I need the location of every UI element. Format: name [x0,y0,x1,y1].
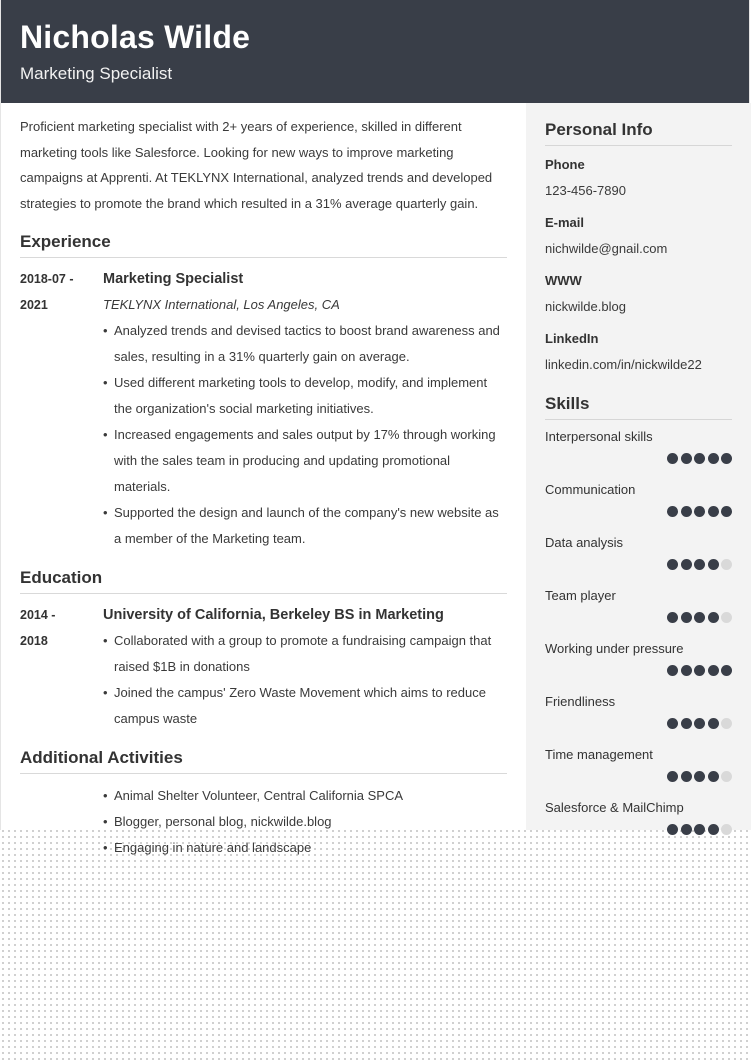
skill-name: Communication [545,482,636,497]
degree: University of California, Berkeley BS in Marketing [103,607,444,623]
rating-dot-filled [681,718,692,729]
rating-dot-filled [694,559,705,570]
rating-dot-filled [694,453,705,464]
rating-dot-filled [708,824,719,835]
skill-item [545,587,732,624]
experience-section [20,232,507,552]
activities-heading: Additional Activities [20,748,507,774]
rating-dot-filled [708,771,719,782]
rating-dot-filled [694,771,705,782]
experience-body [103,266,507,552]
skill-rating [545,824,732,836]
rating-dot-filled [667,612,678,623]
list-item: • Animal Shelter Volunteer, Central California SPCA [103,783,507,809]
rating-dot-filled [694,665,705,676]
skills-heading: Skills [545,394,732,420]
skill-name: Salesforce & MailChimp [545,800,684,815]
list-item: • Increased engagements and sales output by 17% through working with the sales team in producing and updating promotional materials. [103,422,507,500]
list-item: • Joined the campus' Zero Waste Movement which aims to reduce campus waste [103,680,507,732]
skill-rating [545,559,732,571]
rating-dot-filled [681,506,692,517]
skill-name: Data analysis [545,535,624,550]
www-label: WWW [545,273,582,288]
rating-dot-filled [708,665,719,676]
date-start: 2014 - [20,608,56,622]
sidebar [526,103,751,830]
rating-dot-filled [681,824,692,835]
main-column [20,103,507,861]
skill-item [545,534,732,571]
skill-rating [545,453,732,465]
summary-paragraph: Proficient marketing specialist with 2+ years of experience, skilled in different marketing tools like Salesforce. Looking for new ways to improve marketing campaigns at Apprenti. At TEKLYNX International, analyzed trends and developed strategies to promote the brand which resulted in a 31% average quarterly gain. [20,119,493,211]
rating-dot-filled [708,453,719,464]
list-item: • Collaborated with a group to promote a fundraising campaign that raised $1B in donations [103,628,507,680]
phone-block [545,155,732,200]
activities-list [103,783,507,861]
education-body [103,602,507,732]
rating-dot-filled [667,453,678,464]
skill-item [545,799,732,836]
experience-bullets [103,318,507,552]
skill-rating [545,718,732,730]
rating-dot-filled [708,718,719,729]
rating-dot-empty [721,612,732,623]
www-block [545,271,732,316]
rating-dot-filled [721,453,732,464]
skill-item [545,746,732,783]
skill-rating [545,612,732,624]
education-section [20,568,507,732]
rating-dot-filled [694,612,705,623]
email-link[interactable]: nichwilde@gnail.com [545,241,668,256]
experience-heading: Experience [20,232,507,258]
activities-section [20,748,507,861]
resume-header [1,0,749,103]
rating-dot-empty [721,771,732,782]
email-label: E-mail [545,215,585,230]
email-block [545,213,732,258]
skill-rating [545,771,732,783]
rating-dot-filled [694,824,705,835]
rating-dot-filled [681,453,692,464]
skill-name: Team player [545,588,616,603]
rating-dot-empty [721,559,732,570]
rating-dot-filled [694,506,705,517]
education-dates [20,602,103,732]
linkedin-block [545,329,732,374]
experience-dates [20,266,103,552]
list-item: • Used different marketing tools to develop, modify, and implement the organization's social marketing initiatives. [103,370,507,422]
phone-label: Phone [545,157,585,172]
rating-dot-filled [681,559,692,570]
personal-info-heading: Personal Info [545,120,732,146]
list-item: • Analyzed trends and devised tactics to boost brand awareness and sales, resulting in a 31% quarterly gain on average. [103,318,507,370]
skill-item [545,693,732,730]
experience-entry [20,266,507,552]
rating-dot-filled [667,824,678,835]
skill-name: Time management [545,747,653,762]
rating-dot-filled [681,665,692,676]
rating-dot-filled [708,612,719,623]
job-organization: TEKLYNX International, Los Angeles, CA [103,297,340,312]
list-item: • Supported the design and launch of the company's new website as a member of the Marketing team. [103,500,507,552]
linkedin-label: LinkedIn [545,331,599,346]
candidate-name: Nicholas Wilde [20,19,251,55]
rating-dot-filled [681,771,692,782]
rating-dot-filled [721,665,732,676]
rating-dot-filled [694,718,705,729]
rating-dot-filled [721,506,732,517]
skill-item [545,640,732,677]
skill-rating [545,665,732,677]
skill-rating [545,506,732,518]
skill-item [545,481,732,518]
linkedin-link[interactable]: linkedin.com/in/nickwilde22 [545,357,702,372]
skill-name: Interpersonal skills [545,429,653,444]
rating-dot-filled [667,559,678,570]
job-role: Marketing Specialist [103,271,244,287]
rating-dot-filled [708,506,719,517]
date-end: 2018 [20,634,48,648]
rating-dot-filled [708,559,719,570]
skills-list [545,428,732,836]
skill-name: Working under pressure [545,641,684,656]
rating-dot-filled [667,771,678,782]
education-entry [20,602,507,732]
rating-dot-filled [667,665,678,676]
date-end: 2021 [20,298,48,312]
education-bullets [103,628,507,732]
list-item: • Engaging in nature and landscape [103,835,507,861]
date-start: 2018-07 - [20,272,74,286]
rating-dot-filled [667,718,678,729]
education-heading: Education [20,568,507,594]
list-item: • Blogger, personal blog, nickwilde.blog [103,809,507,835]
rating-dot-empty [721,824,732,835]
website-link[interactable]: nickwilde.blog [545,299,626,314]
phone-value: 123-456-7890 [545,183,626,198]
rating-dot-filled [681,612,692,623]
skill-item [545,428,732,465]
rating-dot-filled [667,506,678,517]
skill-name: Friendliness [545,694,616,709]
rating-dot-empty [721,718,732,729]
candidate-title: Marketing Specialist [20,64,173,83]
